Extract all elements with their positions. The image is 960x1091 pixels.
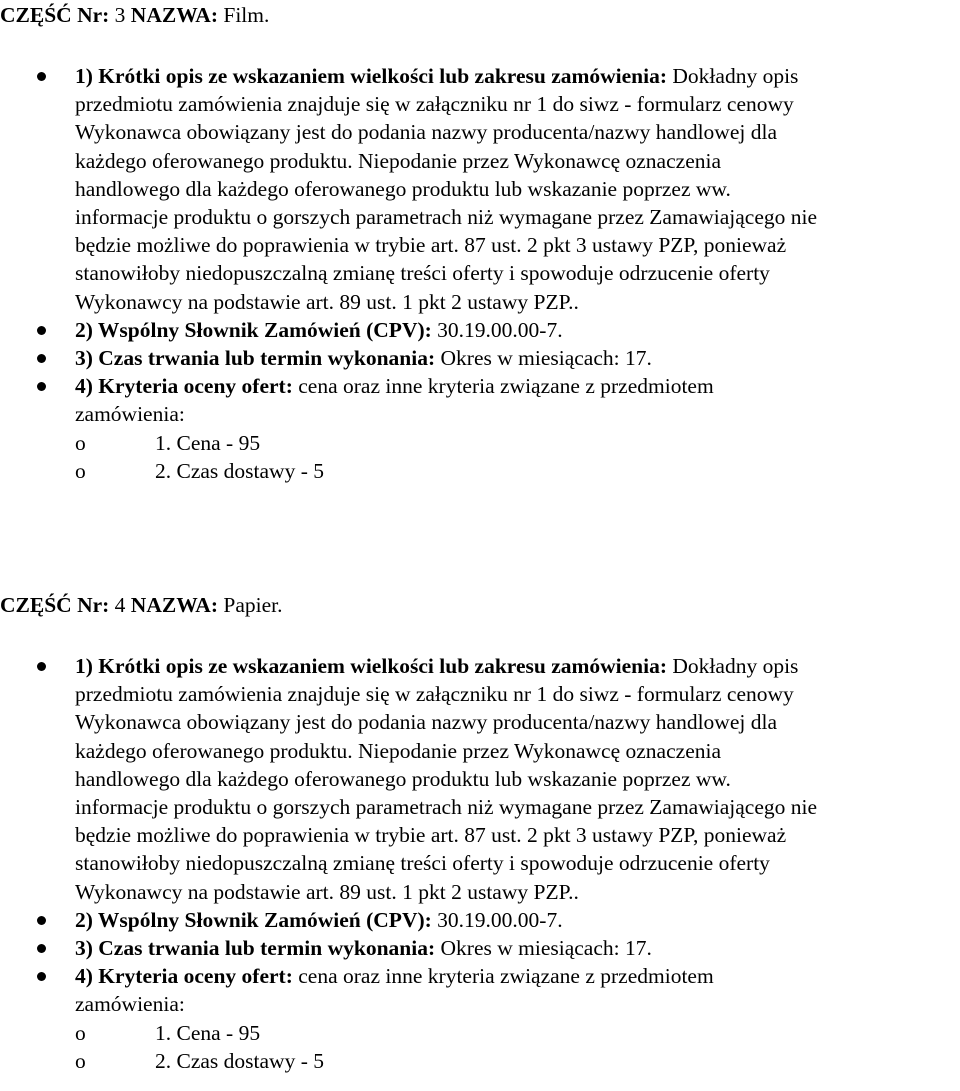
list-item-duration xyxy=(0,934,960,962)
list-item-duration xyxy=(0,344,960,372)
description-line: stanowiłoby niedopuszczalną zmianę treści oferty i spowoduje odrzucenie oferty xyxy=(75,261,770,286)
bullet-icon xyxy=(37,916,46,925)
duration-label: 3) Czas trwania lub termin wykonania: xyxy=(75,936,436,961)
name-value: Papier. xyxy=(218,593,283,617)
description-line: Wykonawcy na podstawie art. 89 ust. 1 pkt 2 ustawy PZP.. xyxy=(75,879,579,904)
description-line: informacje produktu o gorszych parametrach niż wymagane przez Zamawiającego nie xyxy=(75,205,818,230)
bullet-icon xyxy=(37,326,46,335)
bullet-icon xyxy=(37,972,46,981)
name-value: Film. xyxy=(218,3,270,27)
description-line: 1) Krótki opis ze wskazaniem wielkości lub zakresu zamówienia: Dokładny opis xyxy=(75,64,799,88)
cpv-label: 2) Wspólny Słownik Zamówień (CPV): xyxy=(75,317,432,342)
criteria-line: zamówienia: xyxy=(75,992,185,1017)
criteria-subitem xyxy=(75,1047,960,1075)
description-line: stanowiłoby niedopuszczalną zmianę treści oferty i spowoduje odrzucenie oferty xyxy=(75,851,770,876)
criteria-line: 4) Kryteria oceny ofert: cena oraz inne kryteria związane z przedmiotem xyxy=(75,374,714,399)
part-label: CZĘŚĆ Nr: xyxy=(0,593,110,617)
description-line: przedmiotu zamówienia znajduje się w załączniku nr 1 do siwz - formularz cenowy xyxy=(75,92,794,117)
bullet-icon xyxy=(37,382,46,391)
criteria-line: zamówienia: xyxy=(75,402,185,427)
description-line: informacje produktu o gorszych parametrach niż wymagane przez Zamawiającego nie xyxy=(75,795,818,820)
description-line: każdego oferowanego produktu. Niepodanie przez Wykonawcę oznaczenia xyxy=(75,738,721,763)
cpv-value: 30.19.00.00-7. xyxy=(431,907,563,932)
description-line: handlowego dla każdego oferowanego produktu lub wskazanie poprzez ww. xyxy=(75,766,731,791)
circle-bullet-icon: o xyxy=(75,1020,86,1045)
criteria-subitem xyxy=(75,429,960,457)
description-text xyxy=(75,652,960,906)
criteria-text xyxy=(75,372,960,428)
criteria-subitem-text: 1. Cena - 95 xyxy=(155,430,261,455)
description-line: będzie możliwe do poprawienia w trybie art. 87 ust. 2 pkt 3 ustawy PZP, ponieważ xyxy=(75,233,787,258)
part-number: 4 xyxy=(109,593,131,617)
duration-value: Okres w miesiącach: 17. xyxy=(435,936,652,961)
description-label: 1) Krótki opis ze wskazaniem wielkości lub zakresu zamówienia: xyxy=(75,64,668,88)
criteria-line: 4) Kryteria oceny ofert: cena oraz inne kryteria związane z przedmiotem xyxy=(75,964,714,989)
criteria-label: 4) Kryteria oceny ofert: xyxy=(75,374,293,399)
part-details-list xyxy=(0,62,960,485)
description-line: przedmiotu zamówienia znajduje się w załączniku nr 1 do siwz - formularz cenowy xyxy=(75,682,794,707)
criteria-subitem-text: 2. Czas dostawy - 5 xyxy=(155,1048,324,1073)
circle-bullet-icon: o xyxy=(75,458,86,483)
bullet-icon xyxy=(37,72,46,81)
criteria-sublist xyxy=(75,1019,960,1075)
criteria-sublist xyxy=(75,429,960,485)
part-label: CZĘŚĆ Nr: xyxy=(0,3,110,27)
part-heading xyxy=(0,590,960,620)
cpv-label: 2) Wspólny Słownik Zamówień (CPV): xyxy=(75,907,432,932)
bullet-icon xyxy=(37,662,46,671)
criteria-subitem xyxy=(75,1019,960,1047)
part-number: 3 xyxy=(109,3,131,27)
list-item-cpv xyxy=(0,316,960,344)
bullet-icon xyxy=(37,944,46,953)
list-item-criteria xyxy=(0,372,960,485)
duration-label: 3) Czas trwania lub termin wykonania: xyxy=(75,346,436,371)
part-section-papier xyxy=(0,590,960,1073)
list-item-cpv xyxy=(0,906,960,934)
description-line: będzie możliwe do poprawienia w trybie art. 87 ust. 2 pkt 3 ustawy PZP, ponieważ xyxy=(75,823,787,848)
part-heading xyxy=(0,0,960,30)
criteria-subitem-text: 1. Cena - 95 xyxy=(155,1020,261,1045)
criteria-text xyxy=(75,962,960,1018)
list-item-description xyxy=(0,652,960,906)
description-line: Wykonawca obowiązany jest do podania nazwy producenta/nazwy handlowej dla xyxy=(75,710,777,735)
list-item-description xyxy=(0,62,960,316)
description-label: 1) Krótki opis ze wskazaniem wielkości lub zakresu zamówienia: xyxy=(75,654,668,678)
description-line: 1) Krótki opis ze wskazaniem wielkości lub zakresu zamówienia: Dokładny opis xyxy=(75,654,799,678)
circle-bullet-icon: o xyxy=(75,1048,86,1073)
bullet-icon xyxy=(37,354,46,363)
description-line: Wykonawca obowiązany jest do podania nazwy producenta/nazwy handlowej dla xyxy=(75,120,777,145)
list-item-criteria xyxy=(0,962,960,1075)
criteria-subitem xyxy=(75,457,960,485)
name-label: NAZWA: xyxy=(130,593,218,617)
criteria-subitem-text: 2. Czas dostawy - 5 xyxy=(155,458,324,483)
description-line: każdego oferowanego produktu. Niepodanie przez Wykonawcę oznaczenia xyxy=(75,148,721,173)
name-label: NAZWA: xyxy=(130,3,218,27)
part-details-list xyxy=(0,652,960,1075)
cpv-value: 30.19.00.00-7. xyxy=(431,317,563,342)
duration-value: Okres w miesiącach: 17. xyxy=(435,346,652,371)
description-line: handlowego dla każdego oferowanego produktu lub wskazanie poprzez ww. xyxy=(75,176,731,201)
circle-bullet-icon: o xyxy=(75,430,86,455)
part-section-film xyxy=(0,0,960,483)
description-text xyxy=(75,62,960,316)
description-line: Wykonawcy na podstawie art. 89 ust. 1 pkt 2 ustawy PZP.. xyxy=(75,289,579,314)
criteria-label: 4) Kryteria oceny ofert: xyxy=(75,964,293,989)
